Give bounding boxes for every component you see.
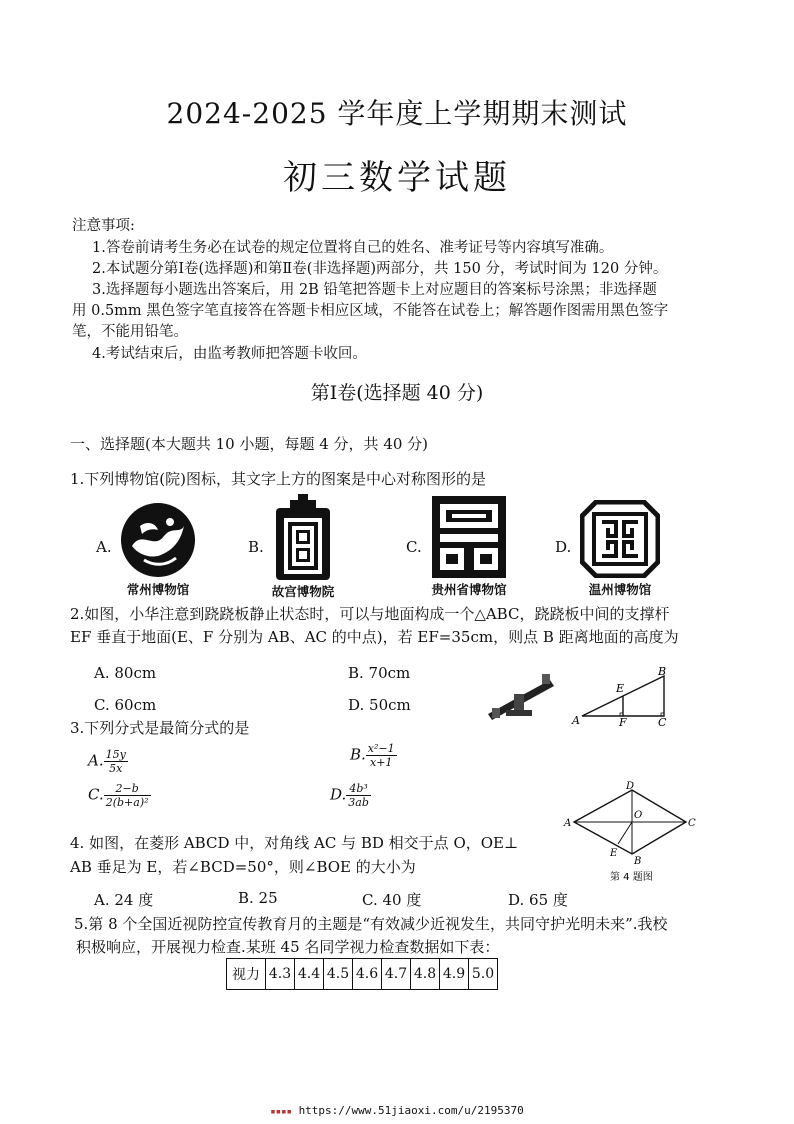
notice-item-4: 4.考试结束后，由监考教师把答题卡收回。 [92,346,367,362]
q3-option-b [350,742,397,769]
q1-option-a-letter: A. [96,538,112,556]
question-5-line-2: 积极响应，开展视力检查.某班 45 名同学视力检查数据如下表： [76,938,500,956]
vision-table-cell: 4.5 [324,959,353,990]
q3-option-b-denominator: x+1 [370,756,393,769]
vision-table-cell: 5.0 [469,959,498,990]
q4-option-b: B. 25 [238,889,278,907]
fig2-label-e: E [616,682,625,695]
q1-option-b-label: 故宫博物院 [271,584,335,599]
notice-item-2: 2.本试题分第Ⅰ卷(选择题)和第Ⅱ卷(非选择题)两部分，共 150 分，考试时间为 120 分钟。 [92,261,668,277]
vision-table-cell: 4.4 [295,959,324,990]
fig4-label-c: C [688,818,696,829]
q2-option-d: D. 50cm [348,696,411,714]
triangle-abc-figure [568,666,680,728]
part-heading: 一、选择题(本大题共 10 小题，每题 4 分，共 40 分) [70,435,429,453]
q1-option-a-label: 常州博物馆 [126,582,190,597]
q2-option-a: A. 80cm [94,664,157,682]
q3-option-c-denominator: 2(b+a)² [105,796,149,809]
fig2-label-a: A [572,714,580,727]
q3-option-a-denominator: 5x [109,762,123,775]
fig2-label-c: C [658,716,667,728]
section-title: 第Ⅰ卷(选择题 40 分) [310,382,484,404]
exam-subtitle: 初三数学试题 [283,158,511,198]
q4-option-a: A. 24 度 [94,891,154,909]
notice-item-3-end: 笔，不能用铅笔。 [72,324,188,340]
footer-url-text[interactable]: https://www.51jiaoxi.com/u/2195370 [298,1104,524,1117]
q1-option-c-label: 贵州省博物馆 [431,582,507,597]
question-4-line-1: 4. 如图，在菱形 ABCD 中，对角线 AC 与 BD 相交于点 O，OE⊥ [70,834,519,852]
fig2-label-f: F [619,716,627,728]
q4-option-c: C. 40 度 [362,891,422,909]
q3-option-d-numerator: 4b³ [346,782,371,796]
changzhou-museum-logo-icon [118,500,198,580]
question-4-line-2: AB 垂足为 E，若∠BCD=50°，则∠BOE 的大小为 [70,858,416,876]
notice-item-3: 3.选择题每小题选出答案后，用 2B 铅笔把答题卡上对应题目的答案标号涂黑；非选择题 [92,282,657,298]
guizhou-museum-logo-icon [432,496,506,578]
q3-option-c [88,782,151,809]
q1-option-d-label: 温州博物馆 [588,582,652,597]
vision-table-cell: 4.8 [411,959,440,990]
palace-museum-logo-icon [272,494,334,582]
vision-table-cell: 4.9 [440,959,469,990]
q1-option-b-letter: B. [248,538,264,556]
q2-option-b: B. 70cm [348,664,411,682]
question-2-line-2: EF 垂直于地面(E、F 分别为 AB、AC 的中点)，若 EF=35cm，则点 B 距离地面的高度为 [70,628,679,646]
footer-url[interactable] [0,1104,794,1117]
wenzhou-museum-logo-icon [580,500,660,578]
fig4-label-d: D [626,781,635,792]
q3-option-a-letter: A. [88,751,104,770]
vision-table-row [227,959,498,990]
seesaw-photo-icon [484,668,560,724]
vision-table-cell: 4.7 [382,959,411,990]
q3-option-b-letter: B. [350,745,366,764]
fig4-label-a: A [564,818,572,829]
q3-option-a [88,748,128,775]
q1-option-d-letter: D. [555,538,572,556]
q3-option-d-denominator: 3ab [348,796,369,809]
q3-option-d [330,782,371,809]
q3-option-c-numerator: 2−b [104,782,151,796]
fig4-label-o: O [634,810,643,821]
notice-item-1: 1.答卷前请考生务必在试卷的规定位置将自己的姓名、准考证号等内容填写准确。 [92,240,614,256]
q3-option-d-letter: D. [330,785,347,804]
vision-table-cell: 4.6 [353,959,382,990]
rhombus-abcd-figure [562,780,696,886]
q3-option-c-letter: C. [88,785,104,804]
vision-table [226,958,498,990]
fig4-label-e: E [610,848,618,859]
q1-option-c-letter: C. [406,538,422,556]
exam-title: 2024-2025 学年度上学期期末测试 [166,97,628,130]
notice-item-3-cont: 用 0.5mm 黑色签字笔直接答在答题卡相应区域，不能答在试卷上；解答题作图需用黑色签字 [72,303,669,319]
vision-table-header: 视力 [227,959,266,990]
question-2-line-1: 2.如图，小华注意到跷跷板静止状态时，可以与地面构成一个△ABC，跷跷板中间的支撑杆 [70,605,670,623]
notice-heading: 注意事项: [72,218,135,234]
q2-option-c: C. 60cm [94,696,157,714]
vision-table-cell: 4.3 [266,959,295,990]
question-1-text: 1.下列博物馆(院)图标，其文字上方的图案是中心对称图形的是 [70,470,487,488]
question-3-text: 3.下列分式是最简分式的是 [70,719,250,737]
fig4-label-b: B [634,856,642,867]
footer-logo-icon: ▪▪▪▪ [270,1107,292,1117]
fig4-caption: 第 4 题图 [610,872,653,883]
q3-option-b-numerator: x²−1 [367,742,395,755]
q4-option-d: D. 65 度 [508,891,568,909]
fig2-label-b: B [658,666,667,678]
q3-option-a-numerator: 15y [105,748,126,761]
question-5-line-1: 5.第 8 个全国近视防控宣传教育月的主题是“有效减少近视发生，共同守护光明未来”.我校 [74,915,668,933]
